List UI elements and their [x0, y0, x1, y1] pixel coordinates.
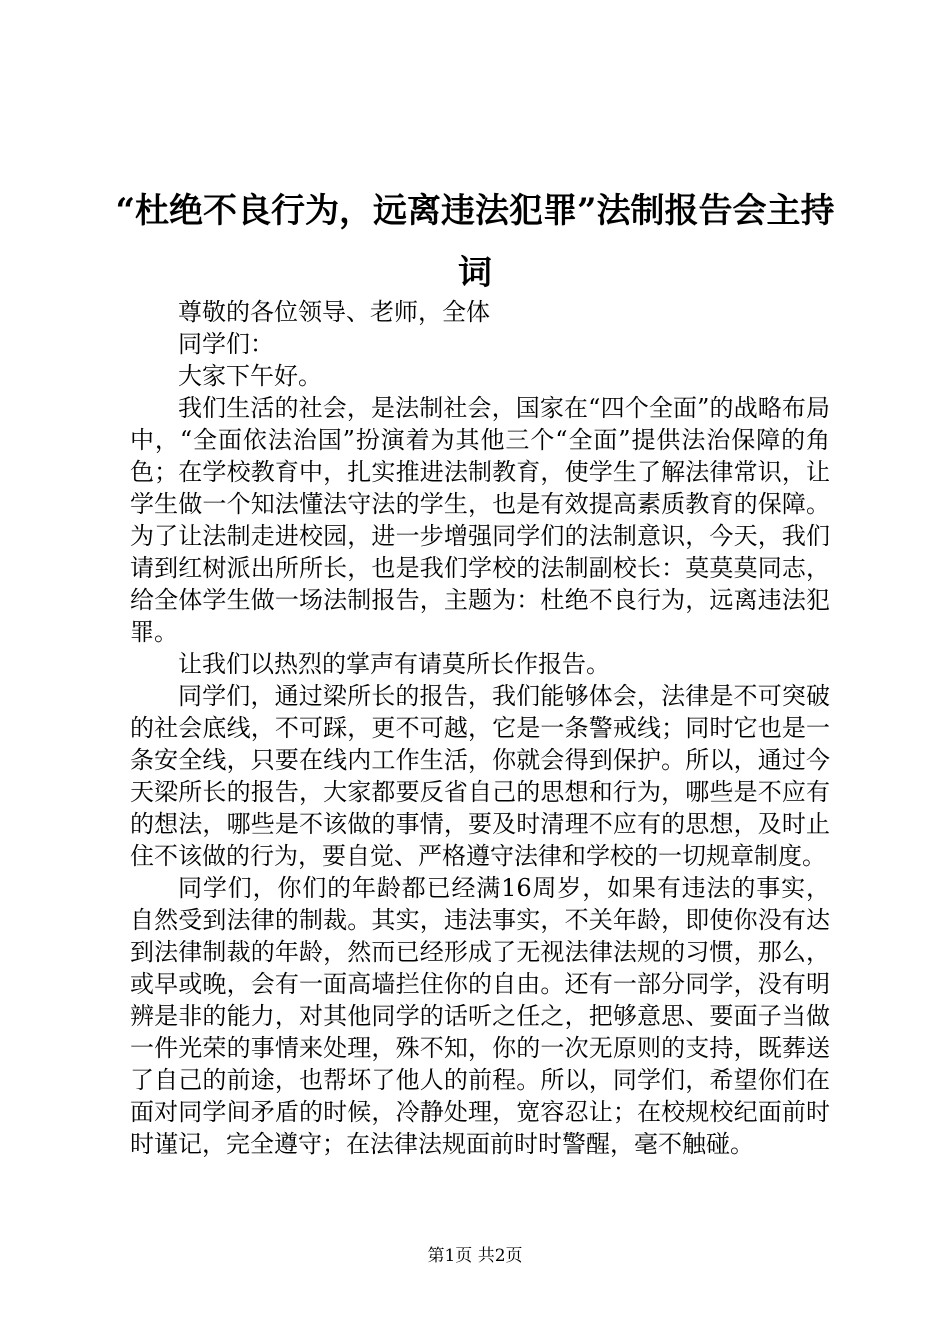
- paragraph-greeting-2: 同学们：: [178, 330, 274, 358]
- document-title: “杜绝不良行为，远离违法犯罪”法制报告会主持词: [115, 191, 835, 293]
- paragraph-greeting-3: 大家下午好。: [178, 362, 322, 390]
- paragraph-invitation: 让我们以热烈的掌声有请莫所长作报告。: [178, 650, 610, 678]
- paragraph-greeting-1: 尊敬的各位领导、老师，全体: [178, 298, 490, 326]
- document-body: [130, 296, 830, 1160]
- paragraph-introduction: 我们生活的社会，是法制社会，国家在“四个全面”的战略布局中，“全面依法治国”扮演着为其他三个“全面”提供法治保障的角色；在学校教育中，扎实推进法制教育，使学生了解法律常识，让学生做一个知法懂法守法的学生，也是有效提高素质教育的保障。为了让法制走进校园，进一步增强同学们的法制意识，今天，我们请到红树派出所所长，也是我们学校的法制副校长：莫莫莫同志，给全体学生做一场法制报告，主题为：杜绝不良行为，远离违法犯罪。: [130, 394, 830, 646]
- paragraph-summary: 同学们，通过梁所长的报告，我们能够体会，法律是不可突破的社会底线，不可踩，更不可越，它是一条警戒线；同时它也是一条安全线，只要在线内工作生活，你就会得到保护。所以，通过今天梁所长的报告，大家都要反省自己的思想和行为，哪些是不应有的想法，哪些是不该做的事情，要及时清理不应有的思想，及时止住不该做的行为，要自觉、严格遵守法律和学校的一切规章制度。: [130, 682, 830, 870]
- page-footer: 第1页 共2页: [427, 1246, 523, 1266]
- paragraph-advice: 同学们，你们的年龄都已经满16周岁，如果有违法的事实，自然受到法律的制裁。其实，违法事实，不关年龄，即使你没有达到法律制裁的年龄，然而已经形成了无视法律法规的习惯，那么，或早或晚，会有一面高墙拦住你的自由。还有一部分同学，没有明辨是非的能力，对其他同学的话听之任之，把够意思、要面子当做一件光荣的事情来处理，殊不知，你的一次无原则的支持，既葬送了自己的前途，也帮坏了他人的前程。所以，同学们，希望你们在面对同学间矛盾的时候，冷静处理，宽容忍让；在校规校纪面前时时谨记，完全遵守；在法律法规面前时时警醒，毫不触碰。: [130, 874, 830, 1158]
